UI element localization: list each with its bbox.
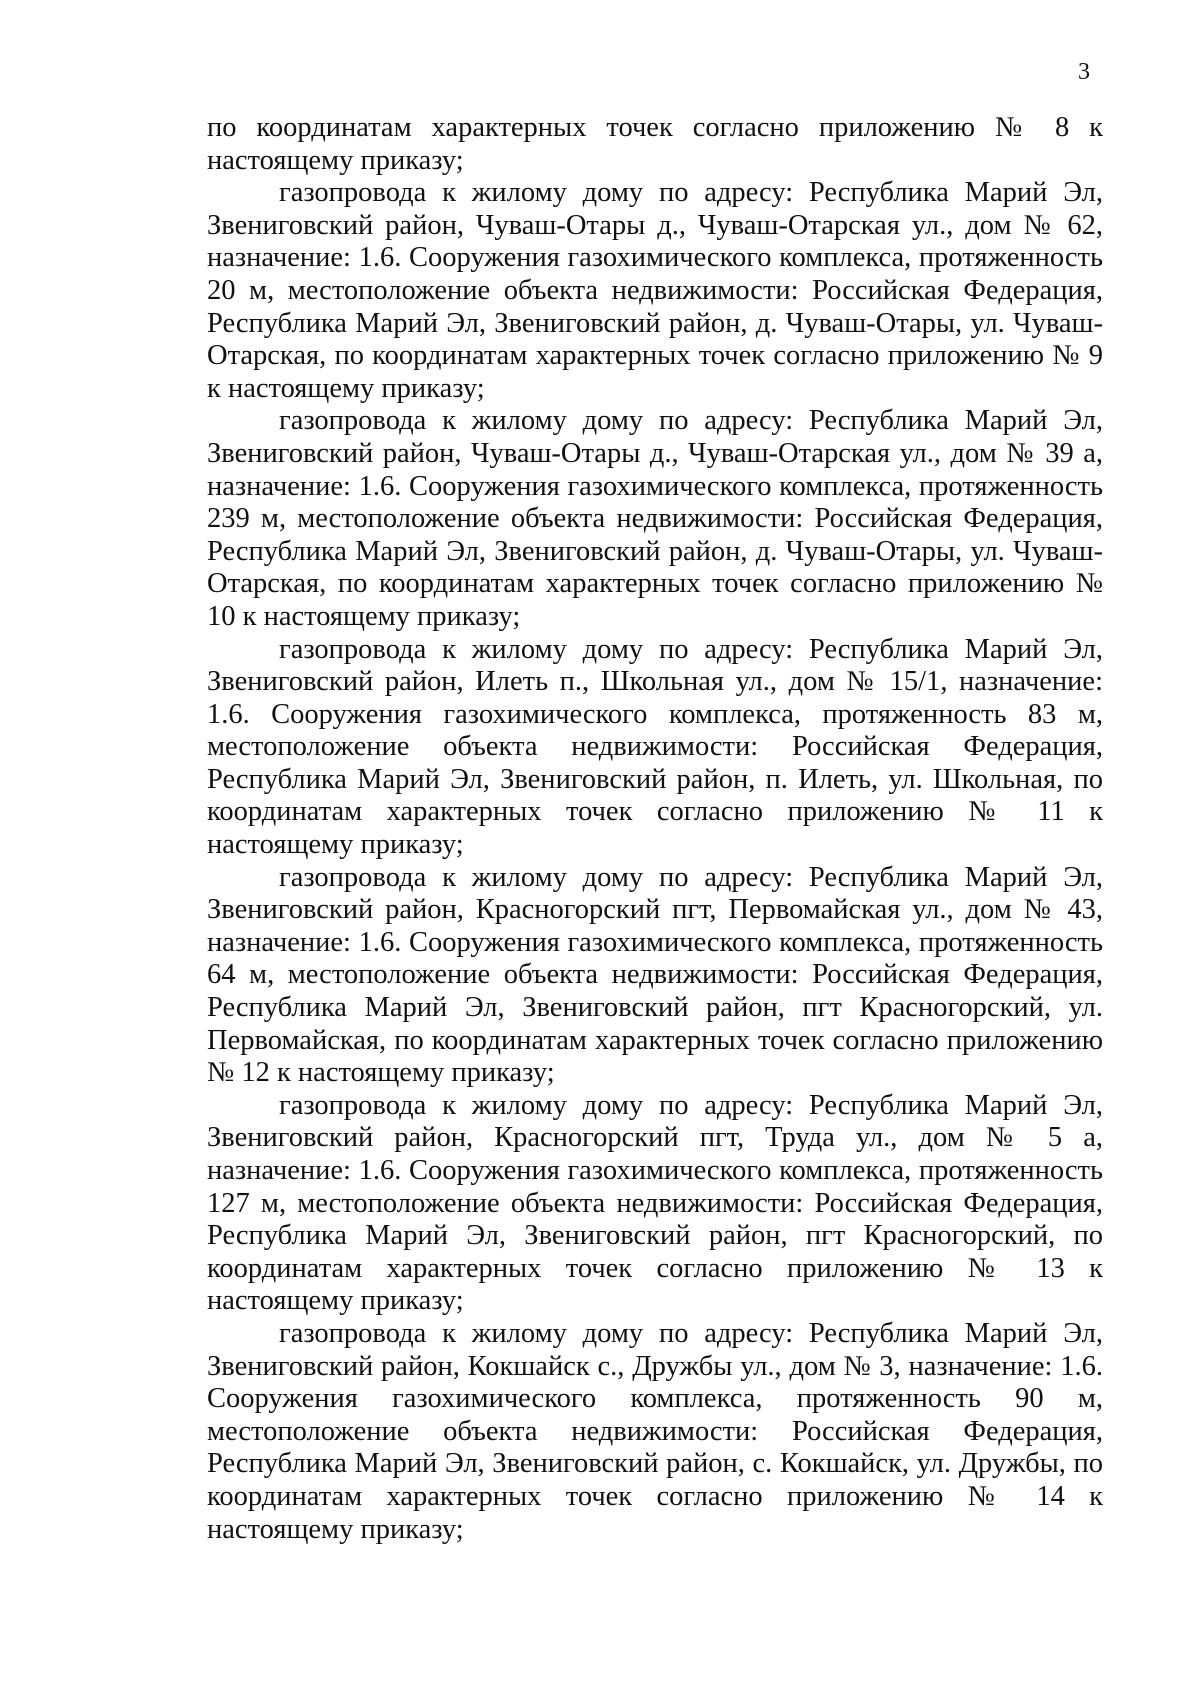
paragraph: газопровода к жилому дому по адресу: Республика Марий Эл, Звениговский район, Красногорский пгт, Труда ул., дом № 5 а, назначение: 1.6. Сооружения газохимического комплекса, протяженность 127 м, местоположение объекта недвижимости: Российская Федерация, Республика Марий Эл, Звениговский район, пгт Красногорский, по координатам характерных точек согласно приложению № 13 к настоящему приказу; xyxy=(207,1089,1103,1317)
paragraph: по координатам характерных точек согласно приложению № 8 к настоящему приказу; xyxy=(207,112,1103,176)
paragraph: газопровода к жилому дому по адресу: Республика Марий Эл, Звениговский район, Кокшайск с., Дружбы ул., дом № 3, назначение: 1.6. Сооружения газохимического комплекса, протяженность 90 м, местоположение объекта недвижимости: Российская Федерация, Республика Марий Эл, Звениговский район, с. Кокшайск, ул. Дружбы, по координатам характерных точек согласно приложению № 14 к настоящему приказу; xyxy=(207,1317,1103,1545)
paragraph: газопровода к жилому дому по адресу: Республика Марий Эл, Звениговский район, Чуваш-Отары д., Чуваш-Отарская ул., дом № 39 а, назначение: 1.6. Сооружения газохимического комплекса, протяженность 239 м, местоположение объекта недвижимости: Российская Федерация, Республика Марий Эл, Звениговский район, д. Чуваш-Отары, ул. Чуваш-Отарская, по координатам характерных точек согласно приложению № 10 к настоящему приказу; xyxy=(207,405,1103,632)
page-number: 3 xyxy=(1078,59,1090,85)
paragraph: газопровода к жилому дому по адресу: Республика Марий Эл, Звениговский район, Илеть п., Школьная ул., дом № 15/1, назначение: 1.6. Сооружения газохимического комплекса, протяженность 83 м, местоположение объекта недвижимости: Российская Федерация, Республика Марий Эл, Звениговский район, п. Илеть, ул. Школьная, по координатам характерных точек согласно приложению № 11 к настоящему приказу; xyxy=(207,633,1103,861)
document-body xyxy=(207,112,1103,1546)
paragraph: газопровода к жилому дому по адресу: Республика Марий Эл, Звениговский район, Чуваш-Отары д., Чуваш-Отарская ул., дом № 62, назначение: 1.6. Сооружения газохимического комплекса, протяженность 20 м, местоположение объекта недвижимости: Российская Федерация, Республика Марий Эл, Звениговский район, д. Чуваш-Отары, ул. Чуваш-Отарская, по координатам характерных точек согласно приложению № 9 к настоящему приказу; xyxy=(207,177,1103,404)
paragraph: газопровода к жилому дому по адресу: Республика Марий Эл, Звениговский район, Красногорский пгт, Первомайская ул., дом № 43, назначение: 1.6. Сооружения газохимического комплекса, протяженность 64 м, местоположение объекта недвижимости: Российская Федерация, Республика Марий Эл, Звениговский район, пгт Красногорский, ул. Первомайская, по координатам характерных точек согласно приложению № 12 к настоящему приказу; xyxy=(207,861,1103,1089)
